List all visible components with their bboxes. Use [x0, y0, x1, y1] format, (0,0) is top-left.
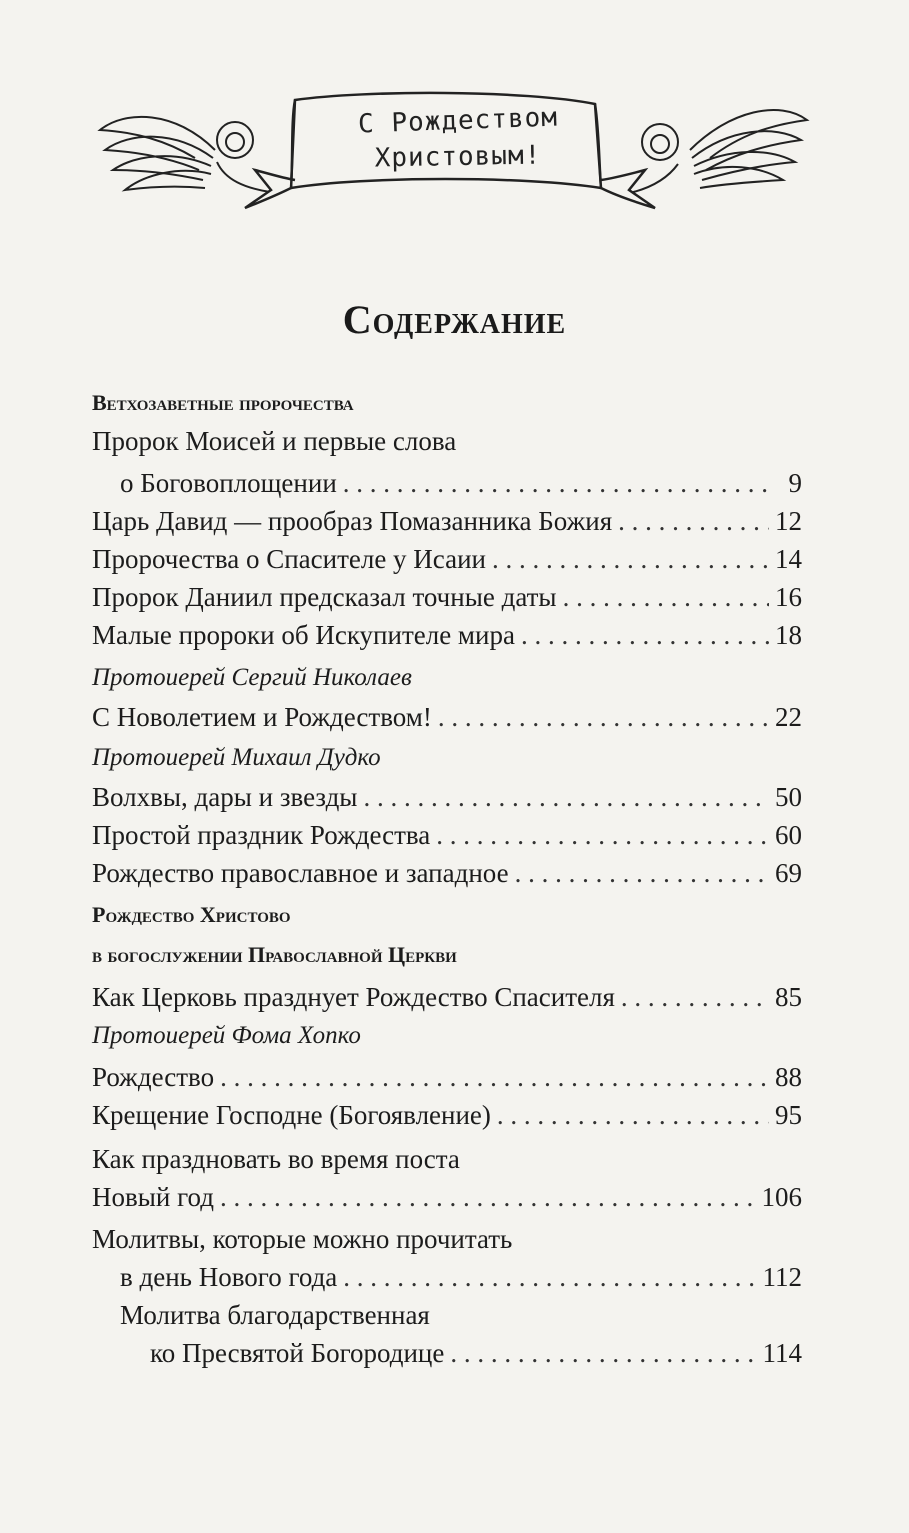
toc-leader-dots: [621, 982, 769, 1013]
toc-entry-title: Рождество: [92, 1062, 215, 1092]
toc-page-number: 60: [775, 820, 802, 850]
toc-entry-title: Крещение Господне (Богоявление): [92, 1100, 491, 1130]
toc-entry-title: о Боговоплощении: [120, 468, 337, 498]
toc-entry-title: Рождество православное и западное: [92, 858, 509, 888]
banner-line-2: Христовым!: [374, 140, 542, 174]
toc-page-number: 114: [762, 1338, 802, 1368]
toc-entry-title: Пророк Даниил предсказал точные даты: [92, 582, 557, 612]
toc-leader-dots: [343, 1262, 756, 1293]
toc-entry: [92, 702, 802, 733]
toc-page-number: 18: [775, 620, 802, 650]
toc-entry: [92, 858, 802, 889]
toc-entry: [92, 782, 802, 813]
toc-entry: [92, 582, 802, 613]
toc-entry-title: в день Нового года: [120, 1262, 338, 1292]
toc-section-heading: Рождество Христово: [92, 902, 291, 927]
toc-entry: [92, 544, 802, 575]
toc-leader-dots: [220, 1062, 769, 1093]
toc-entry-title: Пророк Моисей и первые слова: [92, 426, 457, 456]
toc-entry: [92, 1182, 802, 1213]
page-title: Содержание: [342, 297, 567, 342]
toc-leader-dots: [450, 1338, 756, 1369]
toc-entry-title: Новый год: [92, 1182, 214, 1212]
banner-line-1: С Рождеством: [357, 102, 559, 140]
toc-entry-title: ко Пресвятой Богородице: [150, 1338, 445, 1368]
toc-leader-dots: [515, 858, 769, 889]
toc-leader-dots: [521, 620, 769, 651]
christmas-banner: [95, 70, 810, 220]
toc-entry: [92, 468, 802, 499]
toc-entry: [92, 982, 802, 1013]
toc-entry-title: Простой праздник Рождества: [92, 820, 431, 850]
toc-author: Протоиерей Сергий Николаев: [92, 664, 412, 691]
toc-section-heading: в богослужении Православной Церкви: [92, 942, 457, 967]
toc-entry-title: Волхвы, дары и звезды: [92, 782, 358, 812]
toc-page-number: 12: [775, 506, 802, 536]
toc-section-heading: Ветхозаветные пророчества: [92, 390, 354, 415]
toc-entry: [92, 1338, 802, 1369]
toc-entry: [92, 506, 802, 537]
toc-author: Протоиерей Фома Хопко: [92, 1022, 361, 1049]
toc-entry-title: Малые пророки об Искупителе мира: [92, 620, 515, 650]
toc-page-number: 16: [775, 582, 802, 612]
toc-entry-title: Молитва благодарственная: [120, 1300, 430, 1330]
left-angel-icon: [100, 117, 270, 192]
toc-page-number: 9: [788, 468, 802, 498]
toc-page-number: 112: [762, 1262, 802, 1292]
toc-leader-dots: [343, 468, 772, 499]
toc-leader-dots: [563, 582, 769, 613]
toc-entry-title: Царь Давид — прообраз Помазанника Божия: [92, 506, 613, 536]
toc-entry-title: Пророчества о Спасителе у Исаии: [92, 544, 487, 574]
toc-leader-dots: [497, 1100, 769, 1131]
toc-page-number: 85: [775, 982, 802, 1012]
toc-entry-title: Как праздновать во время поста: [92, 1144, 460, 1174]
toc-entry: [92, 1100, 802, 1131]
toc-author: Протоиерей Михаил Дудко: [92, 744, 381, 771]
toc-entry-title: Как Церковь празднует Рождество Спасителя: [92, 982, 615, 1012]
toc-page-number: 50: [775, 782, 802, 812]
toc-page-number: 22: [775, 702, 802, 732]
toc-page-number: 95: [775, 1100, 802, 1130]
toc-page-number: 69: [775, 858, 802, 888]
toc-entry: [92, 820, 802, 851]
right-angel-icon: [625, 110, 807, 194]
toc-entry: [92, 620, 802, 651]
toc-page-number: 106: [761, 1182, 802, 1212]
toc-entry: [92, 1262, 802, 1293]
toc-leader-dots: [492, 544, 769, 575]
toc-leader-dots: [618, 506, 769, 537]
toc-page-number: 88: [775, 1062, 802, 1092]
toc-leader-dots: [220, 1182, 756, 1213]
toc-entry-title: Молитвы, которые можно прочитать: [92, 1224, 513, 1254]
toc-page-number: 14: [775, 544, 802, 574]
toc-entry-title: С Новолетием и Рождеством!: [92, 702, 432, 732]
toc-leader-dots: [363, 782, 769, 813]
toc-entry: [92, 1062, 802, 1093]
toc-leader-dots: [436, 820, 769, 851]
toc-leader-dots: [438, 702, 769, 733]
